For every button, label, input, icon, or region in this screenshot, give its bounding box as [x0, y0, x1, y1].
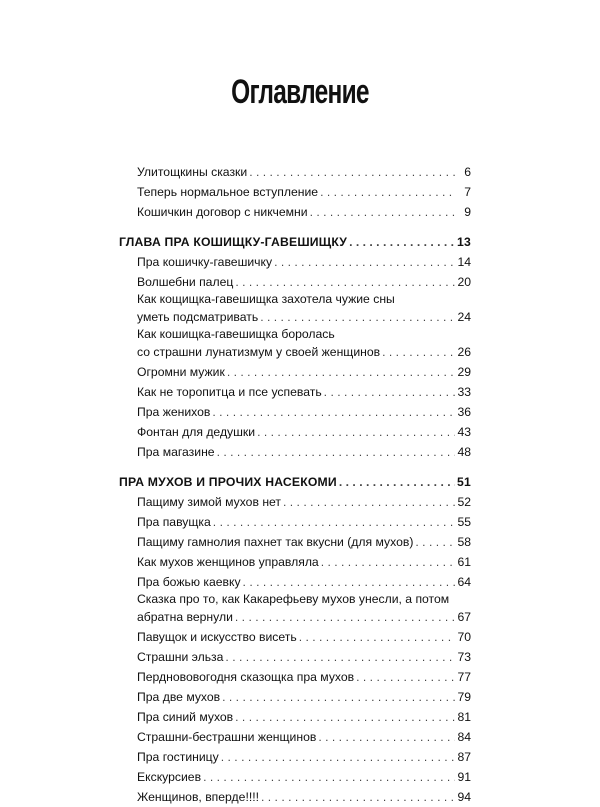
toc-entry-title: ГЛАВА ПРА КОШИЩКУ-ГАВЕШИЩКУ — [119, 235, 348, 249]
page-title: Оглавление — [231, 73, 369, 111]
dot-leader — [217, 442, 455, 462]
dot-leader — [261, 787, 455, 807]
table-of-contents — [119, 162, 471, 807]
toc-entry — [119, 162, 471, 182]
section-gap — [119, 222, 471, 232]
toc-entry — [119, 182, 471, 202]
dot-leader — [339, 472, 455, 492]
dot-leader — [283, 492, 455, 512]
dot-leader — [382, 342, 455, 362]
section-gap — [119, 462, 471, 472]
toc-entry-title: Пра женихов — [137, 405, 211, 419]
toc-entry — [119, 422, 471, 442]
toc-entry-title: ПРА МУХОВ И ПРОЧИХ НАСЕКОМИ — [119, 475, 337, 489]
dot-leader — [299, 627, 455, 647]
dot-leader — [249, 162, 455, 182]
toc-page-number: 24 — [457, 310, 471, 324]
toc-entry — [119, 727, 471, 747]
toc-page-number: 13 — [457, 235, 471, 249]
toc-entry-title: Пра гостиницу — [137, 750, 219, 764]
dot-leader — [212, 402, 455, 422]
toc-entry — [119, 592, 471, 607]
toc-entry — [119, 442, 471, 462]
dot-leader — [415, 532, 455, 552]
dot-leader — [310, 202, 455, 222]
toc-entry — [119, 202, 471, 222]
toc-entry — [119, 607, 471, 627]
toc-page-number: 94 — [457, 790, 471, 804]
dot-leader — [318, 727, 455, 747]
toc-page-number: 9 — [464, 205, 471, 219]
toc-page-number: 55 — [457, 515, 471, 529]
dot-leader — [213, 512, 455, 532]
toc-page-number: 61 — [457, 555, 471, 569]
toc-entry — [119, 382, 471, 402]
toc-entry — [119, 327, 471, 342]
dot-leader — [349, 232, 455, 252]
toc-page-number: 79 — [457, 690, 471, 704]
toc-page-number: 6 — [464, 165, 471, 179]
dot-leader — [235, 707, 455, 727]
toc-entry-title: Пра синий мухов — [137, 710, 234, 724]
toc-entry — [119, 767, 471, 787]
toc-entry — [119, 787, 471, 807]
toc-entry-title: Страшни-бестрашни женщинов — [137, 730, 317, 744]
dot-leader — [225, 647, 455, 667]
dot-leader — [222, 687, 455, 707]
dot-leader — [257, 422, 455, 442]
toc-entry — [119, 747, 471, 767]
toc-page-number: 7 — [464, 185, 471, 199]
dot-leader — [203, 767, 455, 787]
toc-entry-title: Пащиму зимой мухов нет — [137, 495, 282, 509]
toc-entry-title: Сказка про то, как Какарефьеву мухов унесли, а потом — [137, 592, 450, 606]
toc-entry-title: Страшни эльза — [137, 650, 224, 664]
toc-entry-title: Кошичкин договор с никчемни — [137, 205, 308, 219]
toc-entry-title: абратна вернули — [137, 610, 233, 624]
dot-leader — [243, 572, 455, 592]
toc-entry — [119, 572, 471, 592]
toc-entry — [119, 532, 471, 552]
toc-page-number: 33 — [457, 385, 471, 399]
dot-leader — [227, 362, 455, 382]
toc-entry-title: Екскурсиев — [137, 770, 202, 784]
toc-entry-title: Павущок и искусство висеть — [137, 630, 297, 644]
dot-leader — [320, 182, 455, 202]
toc-page-number: 43 — [457, 425, 471, 439]
toc-entry-title: Как мухов женщинов управляла — [137, 555, 319, 569]
toc-page-number: 84 — [457, 730, 471, 744]
toc-page-number: 52 — [457, 495, 471, 509]
toc-page-number: 51 — [457, 475, 471, 489]
toc-entry-title: Улитощкины сказки — [137, 165, 248, 179]
toc-entry — [119, 492, 471, 512]
dot-leader — [274, 252, 455, 272]
toc-section-heading — [119, 472, 471, 492]
toc-page-number: 73 — [457, 650, 471, 664]
toc-entry-title: Пащиму гамнолия пахнет так вкусни (для мухов) — [137, 535, 414, 549]
toc-entry-title: Волшебни палец — [137, 275, 234, 289]
toc-entry — [119, 512, 471, 532]
toc-entry-title: Как не торопитца и псе успевать — [137, 385, 322, 399]
toc-entry-title: Фонтан для дедушки — [137, 425, 256, 439]
toc-entry-title: Пра божью каевку — [137, 575, 241, 589]
toc-entry-title: со страшни лунатизмум у своей женщинов — [137, 345, 381, 359]
toc-entry-title: Пра павущка — [137, 515, 211, 529]
toc-page-number: 91 — [457, 770, 471, 784]
dot-leader — [356, 667, 455, 687]
toc-entry — [119, 552, 471, 572]
toc-entry — [119, 647, 471, 667]
toc-entry — [119, 402, 471, 422]
toc-entry — [119, 252, 471, 272]
dot-leader — [321, 552, 455, 572]
toc-entry-title: Женщинов, вперде!!!! — [137, 790, 259, 804]
toc-page-number: 29 — [457, 365, 471, 379]
toc-page-number: 26 — [457, 345, 471, 359]
toc-entry — [119, 707, 471, 727]
toc-entry-title: Пра магазине — [137, 445, 215, 459]
toc-entry-title: Пра кошичку-гавешичку — [137, 255, 273, 269]
toc-entry — [119, 307, 471, 327]
toc-page-number: 70 — [457, 630, 471, 644]
dot-leader — [235, 607, 455, 627]
toc-entry-title: Теперь нормальное вступление — [137, 185, 319, 199]
toc-entry — [119, 292, 471, 307]
toc-entry-title: Как кошищка-гавешищка боролась — [137, 327, 335, 341]
toc-entry-title: Пра две мухов — [137, 690, 221, 704]
toc-entry — [119, 272, 471, 292]
toc-entry — [119, 627, 471, 647]
toc-entry — [119, 687, 471, 707]
toc-entry-title: Перднововогодня сказощка пра мухов — [137, 670, 355, 684]
toc-page-number: 58 — [457, 535, 471, 549]
toc-entry — [119, 362, 471, 382]
toc-entry-title: Огромни мужик — [137, 365, 225, 379]
toc-entry-title: уметь подсматривать — [137, 310, 259, 324]
toc-page-number: 48 — [457, 445, 471, 459]
toc-page-number: 36 — [457, 405, 471, 419]
toc-page-number: 14 — [457, 255, 471, 269]
toc-page-number: 77 — [457, 670, 471, 684]
toc-page-number: 87 — [457, 750, 471, 764]
dot-leader — [324, 382, 455, 402]
toc-page-number: 20 — [457, 275, 471, 289]
dot-leader — [235, 272, 455, 292]
toc-page-number: 81 — [457, 710, 471, 724]
toc-page-number: 64 — [457, 575, 471, 589]
dot-leader — [221, 747, 455, 767]
toc-page-number: 67 — [457, 610, 471, 624]
toc-section-heading — [119, 232, 471, 252]
toc-entry — [119, 342, 471, 362]
toc-entry — [119, 667, 471, 687]
toc-entry-title: Как кощищка-гавешищка захотела чужие сны — [137, 292, 395, 306]
dot-leader — [260, 307, 455, 327]
